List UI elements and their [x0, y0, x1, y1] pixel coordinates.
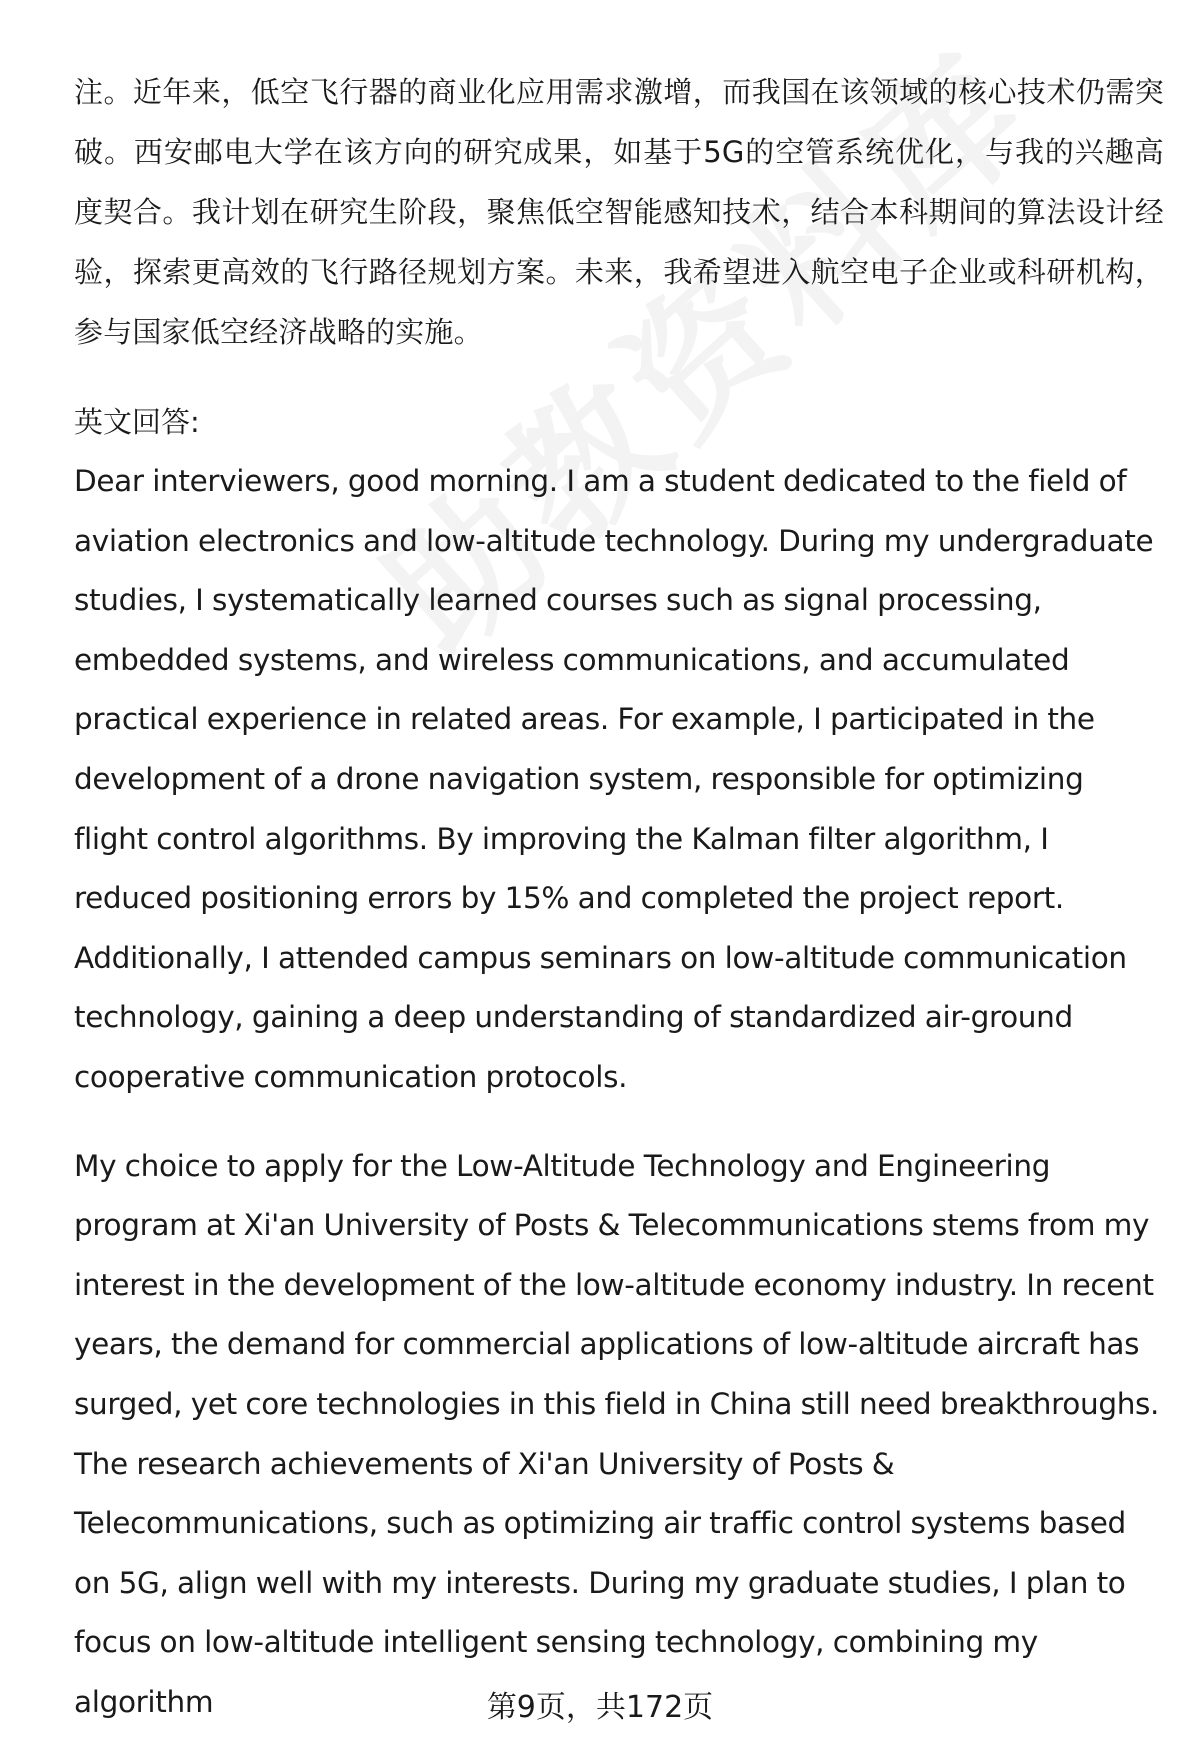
english-answer-paragraph-1: Dear interviewers, good morning. I am a student dedicated to the field of aviation electronics and low-altitude technology. During my undergraduate studies, I systematically learned courses such as signal processing, embedded systems, and wireless communications, and accumulated practical experience in related areas. For example, I participated in the development of a drone navigation system, responsible for optimizing flight control algorithms. By improving the Kalman filter algorithm, I reduced positioning errors by 15% and completed the project report. Additionally, I attended campus seminars on low-altitude communication technology, gaining a deep understanding of standardized air-ground cooperative communication protocols.: [74, 464, 1154, 1094]
english-answer-label: 英文回答:: [74, 405, 200, 439]
page-indicator: 第9页，共172页: [486, 1690, 714, 1725]
english-answer-paragraph-2: My choice to apply for the Low-Altitude Technology and Engineering program at Xi'an University of Posts & Telecommunications stems from my interest in the development of the low-altitude economy industry. In recent years, the demand for commercial applications of low-altitude aircraft has surged, yet core technologies in this field in China still need breakthroughs. The research achievements of Xi'an University of Posts & Telecommunications, such as optimizing air traffic control systems based on 5G, align well with my interests. During my graduate studies, I plan to focus on low-altitude intelligent sensing technology, combining my algorithm: [74, 1148, 1160, 1719]
chinese-answer-paragraph: 注。近年来，低空飞行器的商业化应用需求激增，而我国在该领域的核心技术仍需突破。西安邮电大学在该方向的研究成果，如基于5G的空管系统优化，与我的兴趣高度契合。我计划在研究生阶段，聚焦低空智能感知技术，结合本科期间的算法设计经验，探索更高效的飞行路径规划方案。未来，我希望进入航空电子企业或科研机构，参与国家低空经济战略的实施。: [74, 75, 1164, 349]
document-body: [74, 62, 1164, 1732]
